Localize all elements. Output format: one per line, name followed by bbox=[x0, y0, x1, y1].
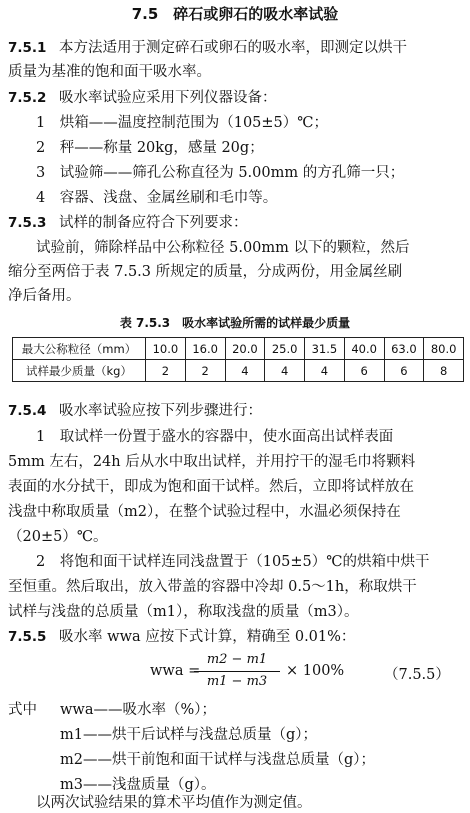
clause-7-5-2 bbox=[8, 88, 470, 108]
clause-text: 试样的制备应符合下列要求： bbox=[59, 215, 248, 231]
paragraph-line: 表面的水分拭干，即成为饱和面干试样。然后，立即将试样放在 bbox=[8, 479, 414, 495]
paragraph-line: 浅盘中称取质量（m2），在整个试验过程中，水温必须保持在 bbox=[8, 504, 401, 520]
table-row bbox=[13, 338, 464, 360]
clause-number: 7.5.5 bbox=[8, 629, 47, 645]
formula-denominator: m1 − m3 bbox=[206, 674, 268, 689]
clause-7-5-4 bbox=[8, 401, 470, 421]
formula-lhs: wwa = bbox=[150, 663, 201, 679]
formula-rhs: × 100% bbox=[286, 663, 345, 679]
table-cell: 4 bbox=[265, 360, 305, 382]
formula-numerator: m2 − m1 bbox=[206, 652, 268, 667]
list-item: 2 秤——称量 20kg，感量 20g； bbox=[36, 140, 264, 156]
list-item: 3 试验筛——筛孔公称直径为 5.00mm 的方孔筛一只； bbox=[36, 165, 405, 181]
paragraph-line: 1 取试样一份置于盛水的容器中，使水面高出试样表面 bbox=[36, 429, 394, 445]
table-cell: 80.0 bbox=[424, 338, 464, 360]
list-item: 1 烘箱——温度控制范围为（105±5）℃； bbox=[36, 115, 328, 131]
clause-number: 7.5.1 bbox=[8, 40, 47, 56]
clause-7-5-1 bbox=[8, 38, 470, 58]
table-cell: 40.0 bbox=[344, 338, 384, 360]
clause-number: 7.5.2 bbox=[8, 90, 47, 106]
table-cell: 20.0 bbox=[225, 338, 265, 360]
clause-7-5-3 bbox=[8, 213, 470, 233]
clause-number: 7.5.4 bbox=[8, 403, 47, 419]
sample-mass-table bbox=[12, 337, 464, 382]
paragraph-line: （20±5）℃。 bbox=[8, 529, 108, 545]
paragraph-line: 5mm 左右，24h 后从水中取出试样，并用拧干的湿毛巾将颗料 bbox=[8, 454, 416, 470]
table-cell: 6 bbox=[344, 360, 384, 382]
table-cell: 2 bbox=[146, 360, 186, 382]
paragraph-line: 缩分至两倍于表 7.5.3 所规定的质量，分成两份，用金属丝刷 bbox=[8, 264, 403, 280]
clause-text-cont: 质量为基准的饱和面干吸水率。 bbox=[8, 64, 211, 80]
clause-text: 吸水率试验应按下列步骤进行： bbox=[59, 403, 263, 419]
definition-item: m1——烘干后试样与浅盘总质量（g）； bbox=[60, 727, 318, 743]
where-label: 式中 bbox=[8, 702, 37, 718]
clause-text: 本方法适用于测定碎石或卵石的吸水率，即测定以烘干 bbox=[59, 40, 408, 56]
table-cell: 10.0 bbox=[146, 338, 186, 360]
table-cell: 4 bbox=[305, 360, 345, 382]
table-cell: 63.0 bbox=[384, 338, 424, 360]
row-header: 试样最少质量（kg） bbox=[13, 360, 146, 382]
table-cell: 31.5 bbox=[305, 338, 345, 360]
table-cell: 16.0 bbox=[185, 338, 225, 360]
fraction-bar bbox=[194, 671, 280, 672]
paragraph-line: 2 将饱和面干试样连同浅盘置于（105±5）℃的烘箱中烘干 bbox=[36, 554, 430, 570]
table-caption: 表 7.5.3 吸水率试验所需的试样最少质量 bbox=[119, 316, 351, 330]
definition-item: m2——烘干前饱和面干试样与浅盘总质量（g）； bbox=[60, 752, 376, 768]
paragraph-line: 试样与浅盘的总质量（m1），称取浅盘的质量（m3）。 bbox=[8, 604, 359, 620]
table-cell: 4 bbox=[225, 360, 265, 382]
table-cell: 25.0 bbox=[265, 338, 305, 360]
clause-number: 7.5.3 bbox=[8, 215, 47, 231]
table-cell: 8 bbox=[424, 360, 464, 382]
clause-text: 吸水率 wwa 应按下式计算，精确至 0.01%： bbox=[59, 629, 356, 645]
paragraph-line: 至恒重。然后取出，放入带盖的容器中冷却 0.5～1h，称取烘干 bbox=[8, 579, 417, 595]
table-row bbox=[13, 360, 464, 382]
closing-sentence: 以两次试验结果的算术平均值作为测定值。 bbox=[36, 795, 312, 811]
clause-7-5-5 bbox=[8, 627, 470, 647]
paragraph-line: 净后备用。 bbox=[8, 288, 81, 304]
list-item: 4 容器、浅盘、金属丝刷和毛巾等。 bbox=[36, 190, 278, 206]
clause-text: 吸水率试验应采用下列仪器设备： bbox=[59, 90, 277, 106]
paragraph-line: 试验前，筛除样品中公称粒径 5.00mm 以下的颗粒，然后 bbox=[36, 240, 410, 256]
table-cell: 6 bbox=[384, 360, 424, 382]
table-cell: 2 bbox=[185, 360, 225, 382]
row-header: 最大公称粒径（mm） bbox=[13, 338, 146, 360]
equation-number: （7.5.5） bbox=[384, 667, 450, 683]
section-heading: 7.5 碎石或卵石的吸水率试验 bbox=[131, 5, 339, 23]
definition-item: wwa——吸水率（%）； bbox=[60, 702, 216, 718]
definition-item: m3——浅盘质量（g）。 bbox=[60, 777, 216, 793]
